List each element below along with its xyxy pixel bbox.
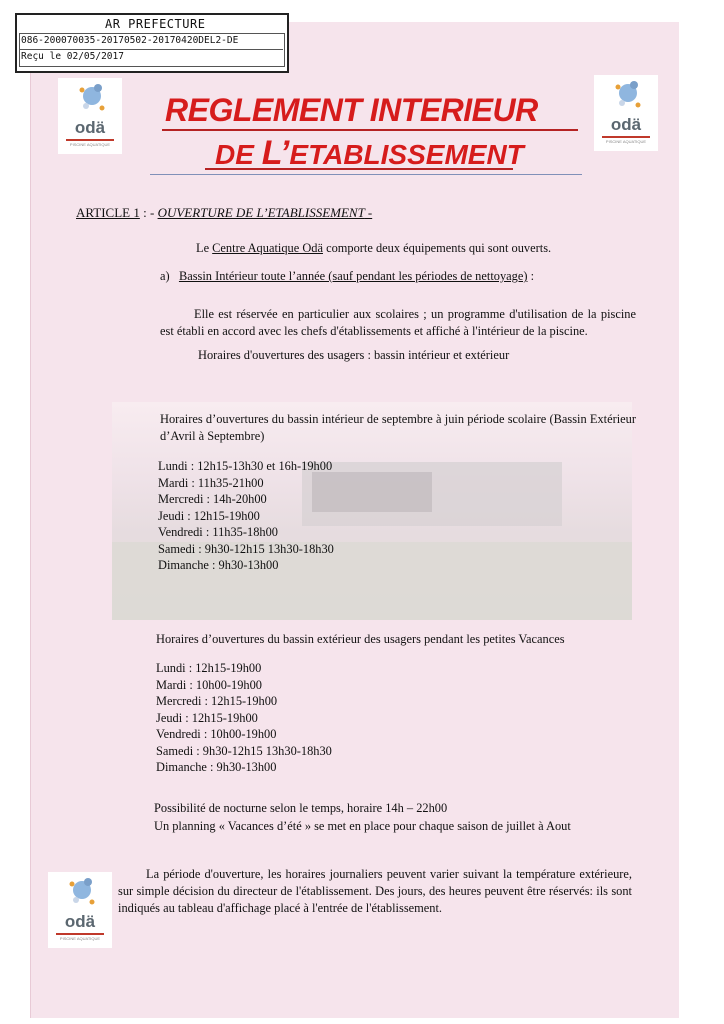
- article-separator: : -: [139, 205, 158, 220]
- schedule-day: Dimanche : 9h30-13h00: [158, 558, 279, 572]
- schedule-day: Jeudi : 12h15-19h00: [156, 710, 258, 725]
- schedule-day: Lundi : 12h15-13h30 et 16h-19h00: [158, 459, 333, 473]
- intro-sentence: [196, 240, 551, 257]
- schedule-day: Lundi : 12h15-19h00: [156, 661, 262, 675]
- schedule-day: Mercredi : 12h15-19h00: [156, 694, 278, 708]
- article-title-tail: -: [364, 205, 373, 220]
- document-title: REGLEMENT INTERIEUR: [165, 92, 538, 128]
- logo-tagline: PISCINE AQUATIQUE: [59, 936, 101, 941]
- hours-heading: Horaires d'ouvertures des usagers : bassin intérieur et extérieur: [198, 348, 510, 362]
- prefecture-stamp: [15, 13, 289, 73]
- subtitle-underline: [205, 168, 513, 170]
- item-text: Bassin Intérieur toute l’année (sauf pendant les périodes de nettoyage): [178, 269, 528, 283]
- night-opening-note: Possibilité de nocturne selon le temps, horaire 14h – 22h00: [154, 801, 448, 815]
- indoor-hours-heading: Horaires d’ouvertures du bassin intérieur de septembre à juin période scolaire (Bassin Extérieur d’Avril à Septembre): [160, 412, 636, 443]
- outdoor-schedule: [156, 660, 332, 776]
- logo-tagline: PISCINE AQUATIQUE: [605, 139, 647, 144]
- summer-planning-note: Un planning « Vacances d’été » se met en place pour chaque saison de juillet à Aout: [154, 819, 571, 833]
- logo-rule: [66, 139, 114, 141]
- schedule-day: Dimanche : 9h30-13h00: [156, 760, 277, 774]
- swimmer-icon: [48, 872, 112, 916]
- indoor-schedule: [158, 458, 334, 574]
- paragraph-variations: La période d'ouverture, les horaires journaliers peuvent varier suivant la température extérieure, sur simple décision du directeur de l'établissement. Des jours, des heures peuvent être réservés: ils sont indiqués au tableau d'affichage placé à l'entrée de l'établissement.: [118, 867, 632, 915]
- logo-rule: [602, 136, 650, 138]
- centre-name: Centre Aquatique Odä: [212, 241, 323, 255]
- article-title: OUVERTURE DE L’ETABLISSEMENT: [157, 205, 365, 220]
- schedule-day: Jeudi : 12h15-19h00: [158, 508, 260, 523]
- subtitle-prefix: DE: [215, 139, 262, 170]
- logo-wordmark: odä: [64, 912, 96, 931]
- stamp-title: AR PREFECTURE: [105, 17, 206, 31]
- article-number: ARTICLE 1: [76, 205, 140, 220]
- schedule-day: Vendredi : 10h00-19h00: [156, 727, 277, 741]
- outdoor-hours-heading: Horaires d’ouvertures du bassin extérieur des usagers pendant les petites Vacances: [156, 632, 565, 646]
- logo-wordmark: odä: [610, 115, 642, 134]
- intro-suffix: comporte deux équipements qui sont ouverts.: [322, 241, 552, 255]
- stamp-reference: 086-200070035-20170502-20170420DEL2-DE: [21, 35, 239, 46]
- item-tail: :: [527, 269, 535, 283]
- item-a: [160, 268, 534, 285]
- oda-logo-top-left: [58, 78, 122, 154]
- intro-prefix: Le: [196, 241, 213, 255]
- swimmer-icon: [594, 75, 658, 119]
- oda-logo-top-right: [594, 75, 658, 151]
- schedule-day: Samedi : 9h30-12h15 13h30-18h30: [158, 541, 334, 556]
- schedule-day: Mercredi : 14h-20h00: [158, 492, 267, 506]
- oda-logo-bottom-left: [48, 872, 112, 948]
- subtitle-article: L’: [261, 134, 290, 172]
- logo-wordmark: odä: [74, 118, 106, 137]
- header-divider: [150, 174, 582, 175]
- stamp-received-date: Reçu le 02/05/2017: [21, 51, 124, 62]
- paragraph-usage: Elle est réservée en particulier aux scolaires ; un programme d'utilisation de la piscine est établi en accord avec les chefs d'établissements et affiché à l'intérieur de la piscine.: [160, 307, 636, 338]
- schedule-day: Vendredi : 11h35-18h00: [158, 525, 278, 539]
- schedule-day: Samedi : 9h30-12h15 13h30-18h30: [156, 743, 332, 758]
- article-1-heading: [76, 204, 372, 221]
- title-underline: [162, 129, 578, 131]
- stamp-divider: [19, 49, 283, 50]
- swimmer-icon: [58, 78, 122, 122]
- item-marker: a): [160, 269, 170, 283]
- schedule-day: Mardi : 11h35-21h00: [158, 475, 264, 490]
- subtitle-word: ETABLISSEMENT: [289, 139, 524, 170]
- logo-rule: [56, 933, 104, 935]
- logo-tagline: PISCINE AQUATIQUE: [69, 142, 111, 147]
- schedule-day: Mardi : 10h00-19h00: [156, 677, 262, 692]
